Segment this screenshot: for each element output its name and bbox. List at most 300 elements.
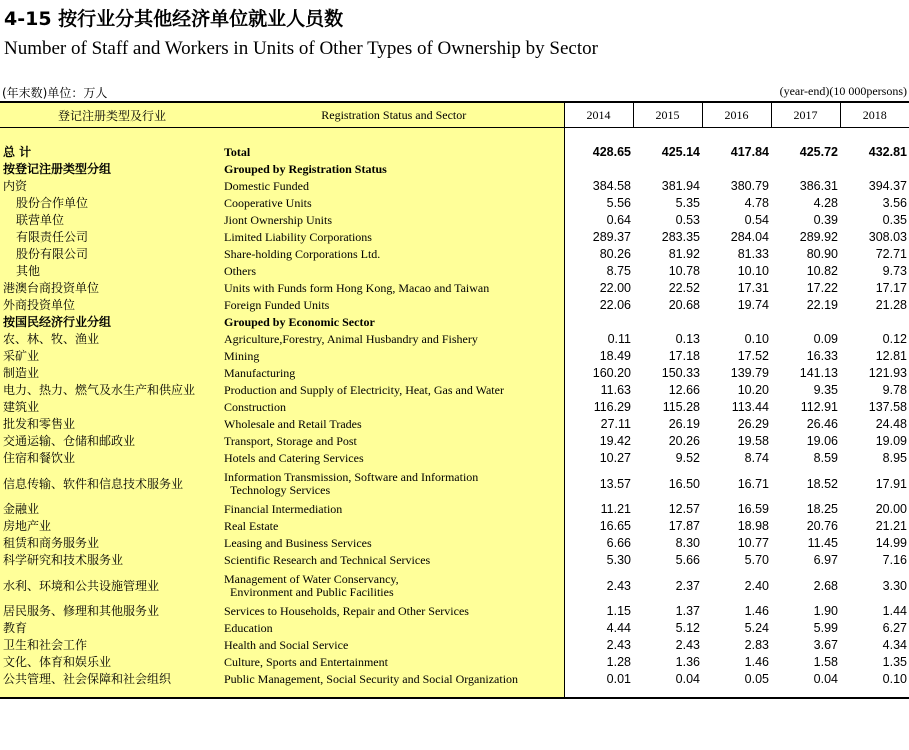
value-cell: 19.58 bbox=[737, 434, 769, 448]
value-cell: 17.17 bbox=[875, 281, 907, 295]
table-row bbox=[0, 637, 909, 654]
table-row bbox=[0, 603, 909, 620]
tail-cell bbox=[224, 688, 564, 698]
tail-cell bbox=[771, 688, 840, 698]
spacer-cell bbox=[702, 128, 771, 145]
header-year: 2016 bbox=[702, 102, 771, 128]
value-cell: 1.46 bbox=[744, 655, 769, 669]
row-label-english-line: Foreign Funded Units bbox=[224, 298, 330, 312]
table-row bbox=[0, 569, 909, 603]
value-cell: 26.19 bbox=[668, 417, 700, 431]
row-label-english-line: Environment and Public Facilities bbox=[230, 585, 394, 599]
value-cell: 5.70 bbox=[744, 553, 769, 567]
value-cell: 12.66 bbox=[668, 383, 700, 397]
value-cell: 20.00 bbox=[875, 502, 907, 516]
row-label-chinese: 股份合作单位 bbox=[0, 195, 224, 212]
value-cell: 2.83 bbox=[744, 638, 769, 652]
value-cell: 386.31 bbox=[799, 179, 838, 193]
row-label-english-line: Leasing and Business Services bbox=[224, 536, 372, 550]
value-cell: 21.28 bbox=[875, 298, 907, 312]
value-cell: 8.30 bbox=[675, 536, 700, 550]
value-cell: 0.04 bbox=[813, 672, 838, 686]
table-body bbox=[0, 128, 909, 699]
tail-cell bbox=[564, 688, 633, 698]
value-cell: 8.95 bbox=[882, 451, 907, 465]
tail-cell bbox=[0, 688, 224, 698]
row-label-english-line: Construction bbox=[224, 400, 286, 414]
spacer-row bbox=[0, 128, 909, 145]
value-cell: 9.78 bbox=[882, 383, 907, 397]
table-row bbox=[0, 450, 909, 467]
value-cell: 0.10 bbox=[882, 672, 907, 686]
row-label-chinese: 公共管理、社会保障和社会组织 bbox=[0, 671, 224, 688]
row-label-english bbox=[224, 501, 564, 518]
value-cell: 1.46 bbox=[744, 604, 769, 618]
row-label-chinese: 农、林、牧、渔业 bbox=[0, 331, 224, 348]
value-cell: 0.13 bbox=[675, 332, 700, 346]
value-cell: 3.30 bbox=[882, 578, 907, 593]
spacer-cell bbox=[771, 128, 840, 145]
value-cell: 16.65 bbox=[599, 519, 631, 533]
value-cell: 7.16 bbox=[882, 553, 907, 567]
row-label-english bbox=[224, 654, 564, 671]
value-cell: 17.22 bbox=[806, 281, 838, 295]
row-label-chinese: 制造业 bbox=[0, 365, 224, 382]
row-label-english bbox=[224, 569, 564, 603]
value-cell: 8.59 bbox=[813, 451, 838, 465]
value-cell: 10.10 bbox=[737, 264, 769, 278]
value-cell: 19.74 bbox=[737, 298, 769, 312]
header-col-chinese: 登记注册类型及行业 bbox=[0, 102, 224, 128]
table-row bbox=[0, 433, 909, 450]
row-label-english bbox=[224, 246, 564, 263]
value-cell: 1.44 bbox=[882, 604, 907, 618]
value-cell: 0.35 bbox=[882, 213, 907, 227]
value-cell: 1.28 bbox=[606, 655, 631, 669]
row-label-english bbox=[224, 450, 564, 467]
data-table bbox=[0, 101, 909, 699]
row-label-chinese: 港澳台商投资单位 bbox=[0, 280, 224, 297]
value-cell bbox=[840, 314, 909, 331]
value-cell: 13.57 bbox=[599, 476, 631, 491]
table-header-row bbox=[0, 102, 909, 128]
row-label-english bbox=[224, 603, 564, 620]
row-label-english bbox=[224, 212, 564, 229]
row-label-english bbox=[224, 178, 564, 195]
value-cell: 381.94 bbox=[661, 179, 700, 193]
row-label-chinese: 科学研究和技术服务业 bbox=[0, 552, 224, 569]
value-cell: 113.44 bbox=[731, 400, 769, 414]
row-label-chinese: 内资 bbox=[0, 178, 224, 195]
row-label-chinese: 其他 bbox=[0, 263, 224, 280]
row-label-english bbox=[224, 280, 564, 297]
value-cell: 289.92 bbox=[799, 230, 838, 244]
value-cell: 3.56 bbox=[882, 196, 907, 210]
row-label-english-line: Production and Supply of Electricity, Heat, Gas and Water bbox=[224, 383, 504, 397]
value-cell: 11.21 bbox=[600, 502, 631, 516]
table-row bbox=[0, 382, 909, 399]
value-cell: 10.27 bbox=[599, 451, 631, 465]
row-label-chinese: 按登记注册类型分组 bbox=[0, 161, 224, 178]
value-cell: 4.44 bbox=[606, 621, 631, 635]
value-cell: 425.14 bbox=[661, 145, 700, 159]
value-cell: 3.67 bbox=[813, 638, 838, 652]
row-label-chinese: 按国民经济行业分组 bbox=[0, 314, 224, 331]
value-cell: 139.79 bbox=[730, 366, 769, 380]
row-label-english bbox=[224, 637, 564, 654]
value-cell: 9.73 bbox=[882, 264, 907, 278]
value-cell: 22.06 bbox=[599, 298, 631, 312]
row-label-chinese: 联营单位 bbox=[0, 212, 224, 229]
row-label-chinese: 采矿业 bbox=[0, 348, 224, 365]
value-cell: 0.05 bbox=[744, 672, 769, 686]
row-label-english-line: Financial Intermediation bbox=[224, 502, 343, 516]
row-label-english bbox=[224, 161, 564, 178]
value-cell: 1.37 bbox=[675, 604, 700, 618]
row-label-chinese: 水利、环境和公共设施管理业 bbox=[0, 569, 224, 603]
table-row bbox=[0, 195, 909, 212]
table-row bbox=[0, 518, 909, 535]
row-label-english-line: Technology Services bbox=[230, 483, 331, 497]
value-cell: 9.52 bbox=[675, 451, 700, 465]
value-cell: 384.58 bbox=[592, 179, 631, 193]
spacer-cell bbox=[633, 128, 702, 145]
value-cell: 20.68 bbox=[668, 298, 700, 312]
table-row bbox=[0, 178, 909, 195]
value-cell: 18.25 bbox=[806, 502, 838, 516]
value-cell: 0.54 bbox=[744, 213, 769, 227]
row-label-english bbox=[224, 314, 564, 331]
table-row bbox=[0, 365, 909, 382]
row-label-english bbox=[224, 144, 564, 161]
tail-cell bbox=[702, 688, 771, 698]
unit-english: (year-end)(10 000persons) bbox=[779, 84, 907, 98]
value-cell: 112.91 bbox=[800, 400, 838, 414]
value-cell bbox=[771, 314, 840, 331]
value-cell: 4.34 bbox=[882, 638, 907, 652]
value-cell: 10.20 bbox=[737, 383, 769, 397]
row-label-english-line: Others bbox=[224, 264, 256, 278]
table-row bbox=[0, 671, 909, 688]
value-cell: 81.92 bbox=[668, 247, 700, 261]
value-cell: 417.84 bbox=[730, 145, 769, 159]
value-cell: 1.35 bbox=[882, 655, 907, 669]
value-cell: 16.71 bbox=[737, 476, 769, 491]
title-chinese: 4-15 按行业分其他经济单位就业人员数 bbox=[4, 8, 344, 30]
row-label-english-line: Agriculture,Forestry, Animal Husbandry and Fishery bbox=[224, 332, 478, 346]
header-year: 2015 bbox=[633, 102, 702, 128]
value-cell: 137.58 bbox=[868, 400, 907, 414]
row-label-english-line: Manufacturing bbox=[224, 366, 296, 380]
row-label-chinese: 建筑业 bbox=[0, 399, 224, 416]
table-row bbox=[0, 314, 909, 331]
row-label-english bbox=[224, 518, 564, 535]
value-cell: 5.56 bbox=[606, 196, 631, 210]
value-cell: 16.50 bbox=[668, 476, 700, 491]
row-label-english bbox=[224, 331, 564, 348]
row-label-english bbox=[224, 399, 564, 416]
row-label-english-line: Share-holding Corporations Ltd. bbox=[224, 247, 381, 261]
table-row bbox=[0, 654, 909, 671]
value-cell: 17.87 bbox=[668, 519, 700, 533]
value-cell: 115.28 bbox=[662, 400, 700, 414]
value-cell: 12.57 bbox=[668, 502, 700, 516]
value-cell: 17.52 bbox=[737, 349, 769, 363]
value-cell: 27.11 bbox=[600, 417, 631, 431]
value-cell bbox=[771, 161, 840, 178]
value-cell: 18.52 bbox=[806, 476, 838, 491]
row-label-chinese: 电力、热力、燃气及水生产和供应业 bbox=[0, 382, 224, 399]
row-label-chinese: 总 计 bbox=[0, 144, 224, 161]
row-label-english-line: Mining bbox=[224, 349, 260, 363]
row-label-english-line: Total bbox=[224, 145, 251, 159]
value-cell: 8.75 bbox=[606, 264, 631, 278]
row-label-english bbox=[224, 620, 564, 637]
row-label-english-line: Domestic Funded bbox=[224, 179, 309, 193]
value-cell: 150.33 bbox=[661, 366, 700, 380]
value-cell: 20.76 bbox=[806, 519, 838, 533]
title-english: Number of Staff and Workers in Units of Other Types of Ownership by Sector bbox=[4, 38, 598, 59]
table-row bbox=[0, 263, 909, 280]
value-cell: 6.97 bbox=[813, 553, 838, 567]
value-cell: 2.43 bbox=[675, 638, 700, 652]
row-label-chinese: 外商投资单位 bbox=[0, 297, 224, 314]
row-label-english-line: Culture, Sports and Entertainment bbox=[224, 655, 388, 669]
header-year: 2014 bbox=[564, 102, 633, 128]
value-cell: 0.64 bbox=[606, 213, 631, 227]
row-label-chinese: 教育 bbox=[0, 620, 224, 637]
table-row bbox=[0, 246, 909, 263]
value-cell: 10.77 bbox=[737, 536, 769, 550]
row-label-chinese: 股份有限公司 bbox=[0, 246, 224, 263]
row-label-english bbox=[224, 416, 564, 433]
row-label-chinese: 卫生和社会工作 bbox=[0, 637, 224, 654]
value-cell: 6.66 bbox=[606, 536, 631, 550]
row-label-english-line: Health and Social Service bbox=[224, 638, 349, 652]
value-cell: 22.00 bbox=[599, 281, 631, 295]
value-cell: 394.37 bbox=[868, 179, 907, 193]
tail-cell bbox=[633, 688, 702, 698]
table-row bbox=[0, 535, 909, 552]
table-row bbox=[0, 280, 909, 297]
value-cell: 17.18 bbox=[668, 349, 700, 363]
value-cell bbox=[633, 314, 702, 331]
value-cell: 6.27 bbox=[882, 621, 907, 635]
row-label-english-line: Jiont Ownership Units bbox=[224, 213, 332, 227]
row-label-english-line: Real Estate bbox=[224, 519, 279, 533]
value-cell: 160.20 bbox=[592, 366, 631, 380]
row-label-english bbox=[224, 229, 564, 246]
value-cell: 2.43 bbox=[606, 638, 631, 652]
value-cell bbox=[633, 161, 702, 178]
row-label-english-line: Cooperative Units bbox=[224, 196, 312, 210]
table-row bbox=[0, 467, 909, 501]
table-row bbox=[0, 331, 909, 348]
value-cell: 380.79 bbox=[730, 179, 769, 193]
row-label-english-line: Hotels and Catering Services bbox=[224, 451, 364, 465]
unit-chinese: (年末数)单位：万人 bbox=[2, 86, 108, 100]
row-label-chinese: 金融业 bbox=[0, 501, 224, 518]
table-row bbox=[0, 161, 909, 178]
value-cell: 5.99 bbox=[813, 621, 838, 635]
value-cell: 10.82 bbox=[806, 264, 838, 278]
value-cell: 10.78 bbox=[668, 264, 700, 278]
row-label-english bbox=[224, 348, 564, 365]
value-cell: 0.11 bbox=[607, 332, 631, 346]
spacer-cell bbox=[0, 128, 224, 145]
row-label-english bbox=[224, 552, 564, 569]
value-cell: 1.58 bbox=[813, 655, 838, 669]
value-cell: 5.24 bbox=[744, 621, 769, 635]
value-cell: 4.28 bbox=[813, 196, 838, 210]
row-label-english bbox=[224, 297, 564, 314]
value-cell: 0.53 bbox=[675, 213, 700, 227]
row-label-english-line: Limited Liability Corporations bbox=[224, 230, 372, 244]
value-cell: 18.98 bbox=[737, 519, 769, 533]
row-label-chinese: 信息传输、软件和信息技术服务业 bbox=[0, 467, 224, 501]
spacer-cell bbox=[224, 128, 564, 145]
value-cell: 2.43 bbox=[606, 578, 631, 593]
row-label-chinese: 居民服务、修理和其他服务业 bbox=[0, 603, 224, 620]
header-year: 2017 bbox=[771, 102, 840, 128]
value-cell: 81.33 bbox=[737, 247, 769, 261]
value-cell: 0.12 bbox=[882, 332, 907, 346]
value-cell: 16.33 bbox=[806, 349, 838, 363]
row-label-chinese: 租赁和商务服务业 bbox=[0, 535, 224, 552]
value-cell: 11.45 bbox=[807, 536, 838, 550]
value-cell: 2.37 bbox=[675, 578, 700, 593]
value-cell bbox=[564, 314, 633, 331]
table-row bbox=[0, 416, 909, 433]
value-cell: 72.71 bbox=[875, 247, 907, 261]
spacer-cell bbox=[564, 128, 633, 145]
value-cell: 20.26 bbox=[668, 434, 700, 448]
row-label-english-line: Information Transmission, Software and Information bbox=[224, 470, 479, 484]
table-row bbox=[0, 229, 909, 246]
row-label-english bbox=[224, 535, 564, 552]
value-cell: 19.09 bbox=[875, 434, 907, 448]
value-cell: 141.13 bbox=[799, 366, 838, 380]
header-col-english: Registration Status and Sector bbox=[224, 102, 564, 128]
row-label-chinese: 文化、体育和娱乐业 bbox=[0, 654, 224, 671]
value-cell: 24.48 bbox=[875, 417, 907, 431]
value-cell: 14.99 bbox=[875, 536, 907, 550]
value-cell bbox=[702, 161, 771, 178]
value-cell: 289.37 bbox=[592, 230, 631, 244]
value-cell: 5.12 bbox=[675, 621, 700, 635]
value-cell: 22.19 bbox=[806, 298, 838, 312]
value-cell: 0.01 bbox=[606, 672, 631, 686]
table-row bbox=[0, 399, 909, 416]
value-cell: 0.39 bbox=[813, 213, 838, 227]
value-cell: 116.29 bbox=[593, 400, 631, 414]
value-cell: 0.09 bbox=[813, 332, 838, 346]
value-cell: 283.35 bbox=[661, 230, 700, 244]
value-cell: 16.59 bbox=[737, 502, 769, 516]
value-cell: 26.29 bbox=[737, 417, 769, 431]
row-label-english bbox=[224, 382, 564, 399]
row-label-english bbox=[224, 365, 564, 382]
row-label-chinese: 房地产业 bbox=[0, 518, 224, 535]
row-label-english-line: Services to Households, Repair and Other Services bbox=[224, 604, 469, 618]
value-cell: 432.81 bbox=[868, 145, 907, 159]
value-cell bbox=[840, 161, 909, 178]
table-row bbox=[0, 620, 909, 637]
value-cell: 17.31 bbox=[737, 281, 769, 295]
row-label-english-line: Grouped by Registration Status bbox=[224, 162, 387, 176]
row-label-chinese: 有限责任公司 bbox=[0, 229, 224, 246]
row-label-chinese: 批发和零售业 bbox=[0, 416, 224, 433]
row-label-english-line: Management of Water Conservancy, bbox=[224, 572, 399, 586]
row-label-english bbox=[224, 467, 564, 501]
table-bottom-rule bbox=[0, 688, 909, 698]
row-label-english bbox=[224, 263, 564, 280]
value-cell: 19.42 bbox=[599, 434, 631, 448]
value-cell: 5.35 bbox=[675, 196, 700, 210]
data-table-container bbox=[0, 101, 909, 699]
value-cell: 284.04 bbox=[730, 230, 769, 244]
value-cell: 18.49 bbox=[599, 349, 631, 363]
value-cell: 308.03 bbox=[868, 230, 907, 244]
value-cell: 80.26 bbox=[599, 247, 631, 261]
value-cell: 1.90 bbox=[813, 604, 838, 618]
row-label-english-line: Units with Funds form Hong Kong, Macao and Taiwan bbox=[224, 281, 490, 295]
value-cell: 425.72 bbox=[799, 145, 838, 159]
value-cell: 19.06 bbox=[806, 434, 838, 448]
row-label-english bbox=[224, 195, 564, 212]
header-year: 2018 bbox=[840, 102, 909, 128]
row-label-english-line: Grouped by Economic Sector bbox=[224, 315, 375, 329]
tail-cell bbox=[840, 688, 909, 698]
value-cell: 5.30 bbox=[606, 553, 631, 567]
value-cell: 12.81 bbox=[875, 349, 907, 363]
value-cell: 121.93 bbox=[868, 366, 907, 380]
value-cell: 428.65 bbox=[592, 145, 631, 159]
row-label-english-line: Scientific Research and Technical Services bbox=[224, 553, 431, 567]
value-cell bbox=[702, 314, 771, 331]
row-label-english bbox=[224, 671, 564, 688]
value-cell: 8.74 bbox=[744, 451, 769, 465]
value-cell: 0.10 bbox=[744, 332, 769, 346]
table-row bbox=[0, 348, 909, 365]
value-cell: 2.68 bbox=[813, 578, 838, 593]
value-cell: 22.52 bbox=[668, 281, 700, 295]
row-label-chinese: 交通运输、仓储和邮政业 bbox=[0, 433, 224, 450]
row-label-english-line: Education bbox=[224, 621, 273, 635]
value-cell: 9.35 bbox=[813, 383, 838, 397]
table-row bbox=[0, 501, 909, 518]
value-cell: 21.21 bbox=[875, 519, 907, 533]
spacer-cell bbox=[840, 128, 909, 145]
value-cell: 5.66 bbox=[675, 553, 700, 567]
value-cell: 2.40 bbox=[744, 578, 769, 593]
table-row bbox=[0, 144, 909, 161]
value-cell: 26.46 bbox=[806, 417, 838, 431]
value-cell: 1.15 bbox=[606, 604, 631, 618]
row-label-english-line: Transport, Storage and Post bbox=[224, 434, 357, 448]
table-row bbox=[0, 212, 909, 229]
row-label-english-line: Wholesale and Retail Trades bbox=[224, 417, 362, 431]
value-cell: 17.91 bbox=[875, 476, 907, 491]
value-cell: 80.90 bbox=[806, 247, 838, 261]
value-cell: 11.63 bbox=[600, 383, 631, 397]
row-label-english bbox=[224, 433, 564, 450]
row-label-chinese: 住宿和餐饮业 bbox=[0, 450, 224, 467]
value-cell: 0.04 bbox=[675, 672, 700, 686]
table-row bbox=[0, 297, 909, 314]
value-cell bbox=[564, 161, 633, 178]
table-row bbox=[0, 552, 909, 569]
